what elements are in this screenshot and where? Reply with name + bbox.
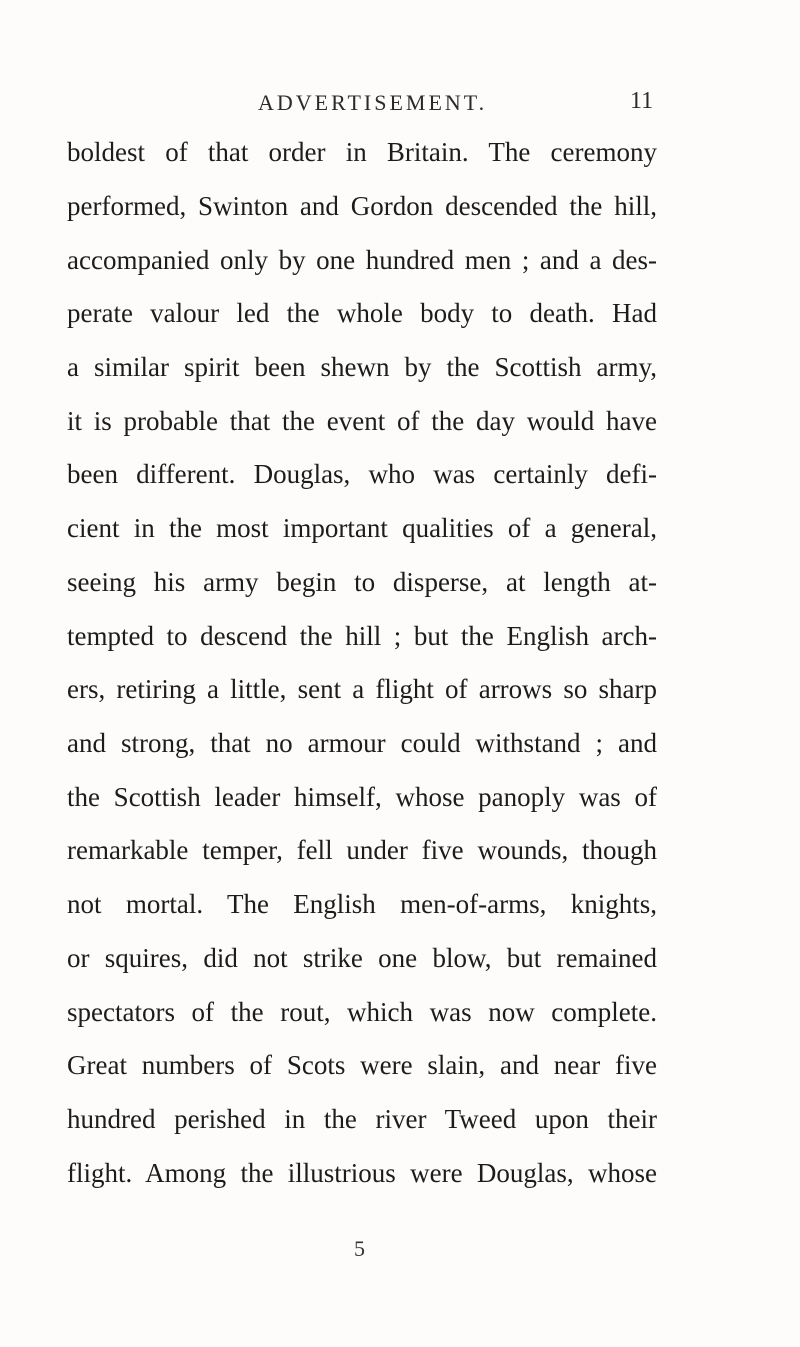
text-line: accompanied only by one hundred men ; and a des- (67, 245, 657, 275)
text-line: or squires, did not strike one blow, but remained (67, 943, 657, 973)
text-line: Great numbers of Scots were slain, and near five (67, 1050, 657, 1080)
text-line: a similar spirit been shewn by the Scottish army, (67, 352, 657, 382)
signature-mark: 5 (354, 1236, 365, 1261)
page-number: 11 (630, 88, 654, 114)
text-line: not mortal. The English men-of-arms, knights, (67, 889, 657, 919)
text-line: remarkable temper, fell under five wounds, though (67, 835, 657, 865)
text-line: perate valour led the whole body to death. Had (67, 298, 657, 328)
text-line: hundred perished in the river Tweed upon their (67, 1104, 657, 1134)
text-line: flight. Among the illustrious were Douglas, whose (67, 1158, 657, 1188)
text-line: boldest of that order in Britain. The ceremony (67, 137, 657, 167)
text-line: tempted to descend the hill ; but the English arch- (67, 621, 657, 651)
text-line: performed, Swinton and Gordon descended the hill, (67, 191, 657, 221)
running-head: ADVERTISEMENT. (258, 90, 488, 115)
text-line: ers, retiring a little, sent a flight of arrows so sharp (67, 674, 657, 704)
text-line: seeing his army begin to disperse, at length at- (67, 567, 657, 597)
text-line: and strong, that no armour could withstand ; and (67, 728, 657, 758)
text-line: cient in the most important qualities of a general, (67, 513, 657, 543)
text-line: it is probable that the event of the day would have (67, 406, 657, 436)
text-line: been different. Douglas, who was certainly defi- (67, 459, 657, 489)
text-line: the Scottish leader himself, whose panoply was of (67, 782, 657, 812)
text-line: spectators of the rout, which was now complete. (67, 997, 657, 1027)
